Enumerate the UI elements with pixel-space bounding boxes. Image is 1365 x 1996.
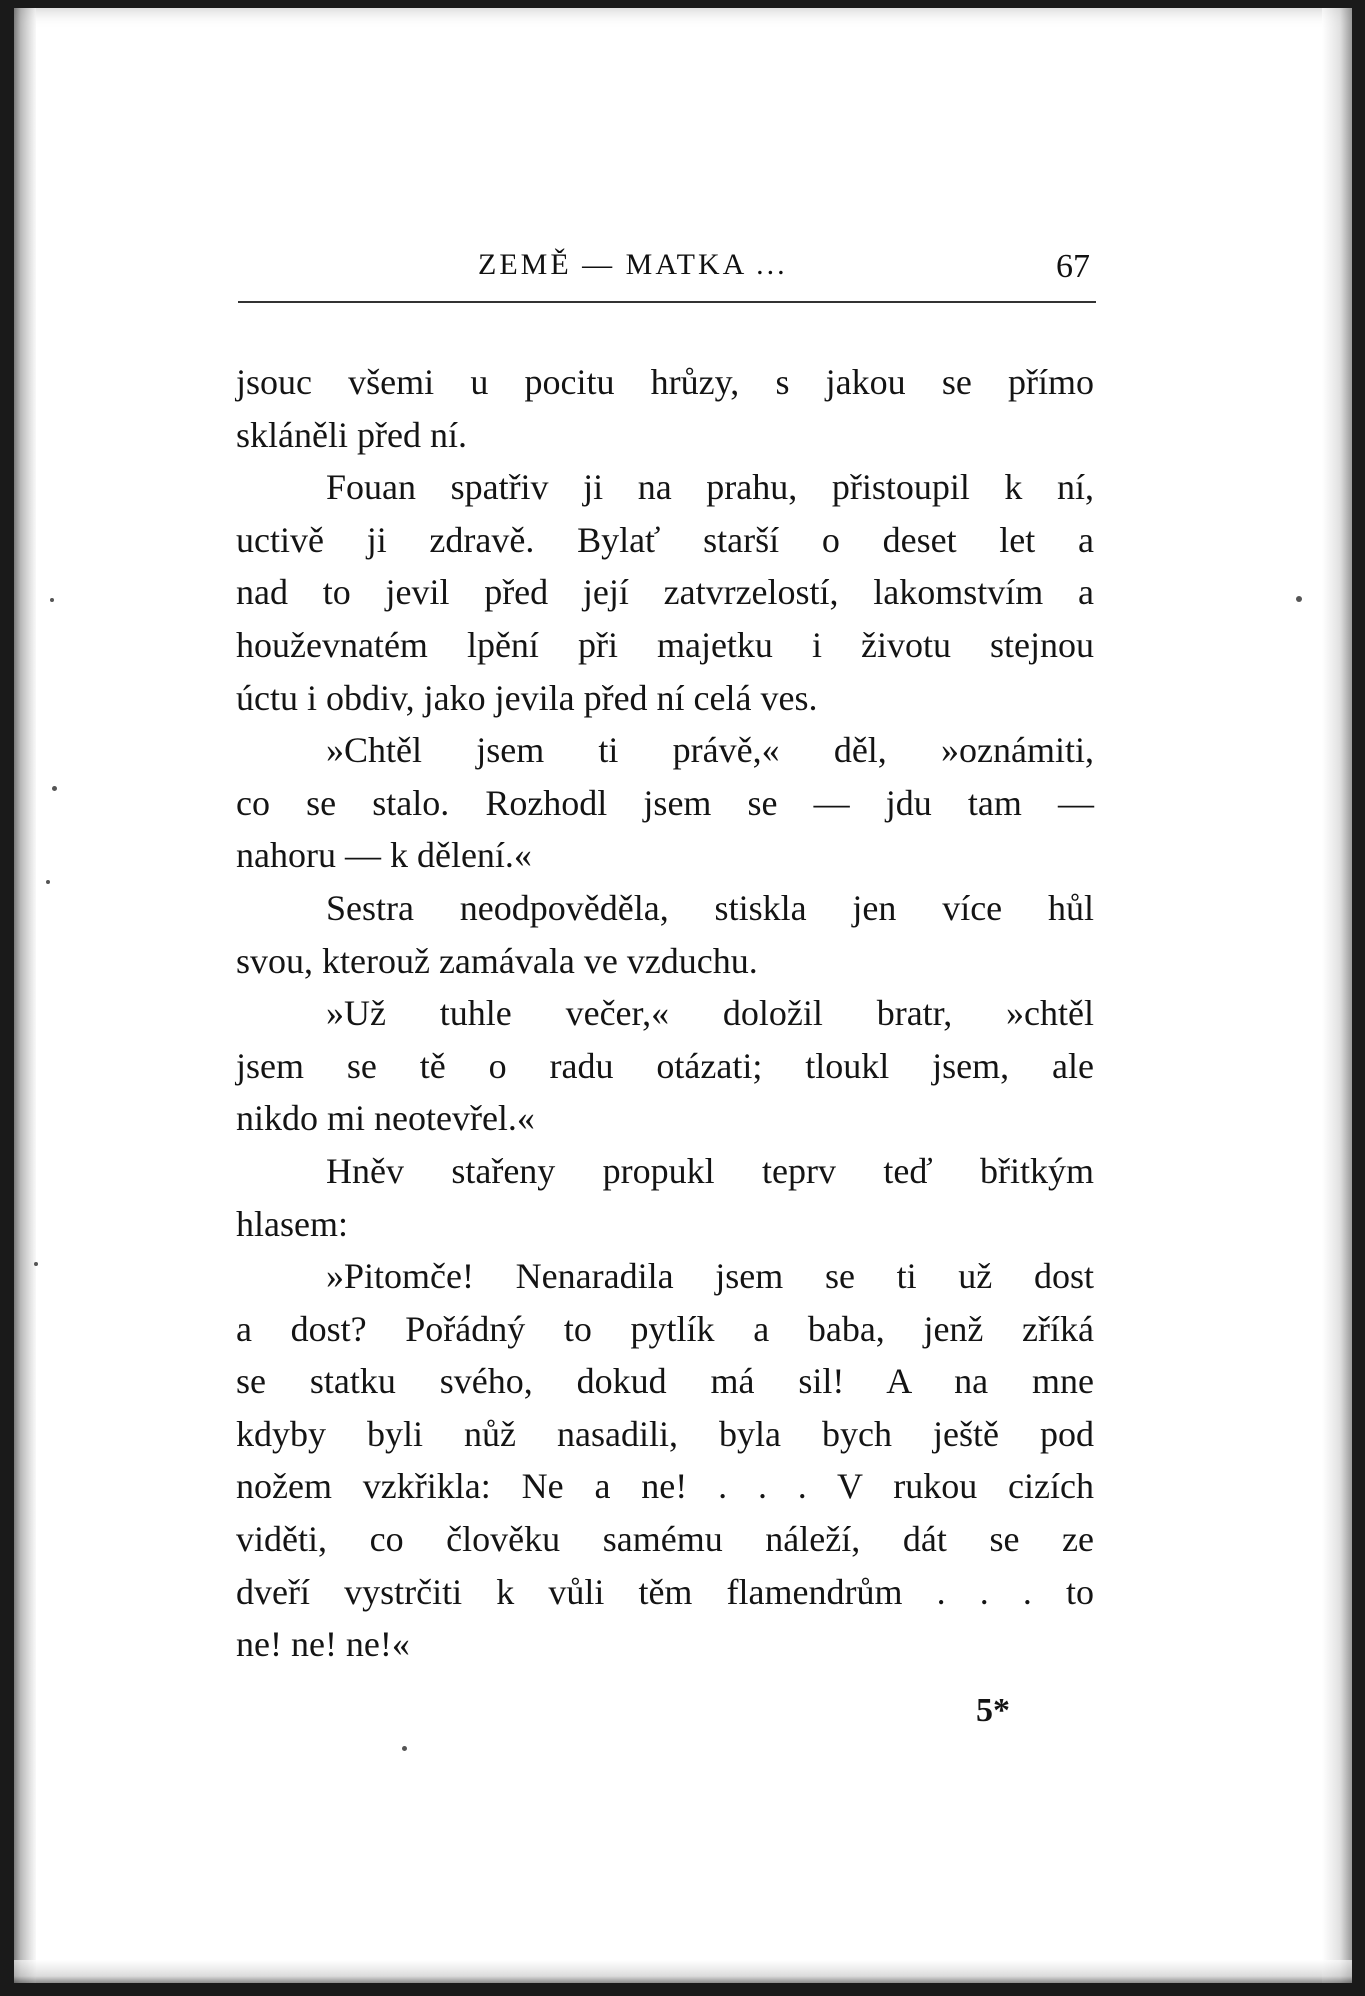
text-line: Hněv stařeny propukl teprv teď břitkým <box>326 1150 1094 1191</box>
text-line: nad to jevil před její zatvrzelostí, lakomstvím a <box>236 572 1094 613</box>
paper-speck <box>52 786 57 791</box>
page-left-edge-shadow <box>14 8 36 1983</box>
text-line: houževnatém lpění při majetku i životu stejnou <box>236 624 1094 665</box>
text-line: svou, kterouž zamávala ve vzduchu. <box>236 940 758 981</box>
text-line: jsouc všemi u pocitu hrůzy, s jakou se přímo <box>236 362 1094 402</box>
text-line: uctivě ji zdravě. Bylať starší o deset let a <box>236 519 1094 560</box>
text-line: ne! ne! ne!« <box>236 1624 410 1665</box>
running-title: ZEMĚ — MATKA ... <box>478 248 788 281</box>
text-line: úctu i obdiv, jako jevila před ní celá ves. <box>236 677 818 718</box>
signature-mark: 5* <box>976 1692 1010 1729</box>
text-line: »Už tuhle večer,« doložil bratr, »chtěl <box>326 993 1094 1034</box>
text-line: kdyby byli nůž nasadili, byla bych ještě pod <box>236 1413 1094 1454</box>
text-line: nožem vzkřikla: Ne a ne! . . . V rukou cizích <box>236 1466 1094 1507</box>
header-rule <box>238 301 1096 303</box>
text-line: a dost? Pořádný to pytlík a baba, jenž zříká <box>236 1308 1094 1349</box>
text-line: dveří vystrčiti k vůli těm flamendrům . . . to <box>236 1571 1094 1612</box>
text-line: Fouan spatřiv ji na prahu, přistoupil k ní, <box>326 467 1094 508</box>
text-line: viděti, co člověku samému náleží, dát se ze <box>236 1519 1094 1560</box>
text-line: skláněli před ní. <box>236 414 467 455</box>
text-line: »Chtěl jsem ti právě,« děl, »oznámiti, <box>326 730 1094 771</box>
page-number: 67 <box>1056 248 1090 285</box>
page-right-edge-shadow <box>1322 8 1352 1983</box>
text-line: co se stalo. Rozhodl jsem se — jdu tam — <box>236 782 1094 823</box>
paper-speck <box>50 598 54 602</box>
text-line: hlasem: <box>236 1203 348 1244</box>
paper-speck <box>46 880 50 884</box>
page-bottom-edge-shadow <box>14 1960 1352 1983</box>
paper-speck <box>1296 596 1302 602</box>
running-header <box>238 248 1096 298</box>
paper-speck <box>34 1262 38 1266</box>
paper-speck <box>402 1746 407 1751</box>
text-line: nikdo mi neotevřel.« <box>236 1098 535 1139</box>
body-text <box>236 356 1094 1671</box>
text-line: nahoru — k dělení.« <box>236 835 532 876</box>
text-line: jsem se tě o radu otázati; tloukl jsem, ale <box>236 1045 1094 1086</box>
text-line: »Pitomče! Nenaradila jsem se ti už dost <box>326 1256 1094 1297</box>
text-line: Sestra neodpověděla, stiskla jen více hůl <box>326 887 1094 928</box>
text-line: se statku svého, dokud má sil! A na mne <box>236 1361 1094 1402</box>
